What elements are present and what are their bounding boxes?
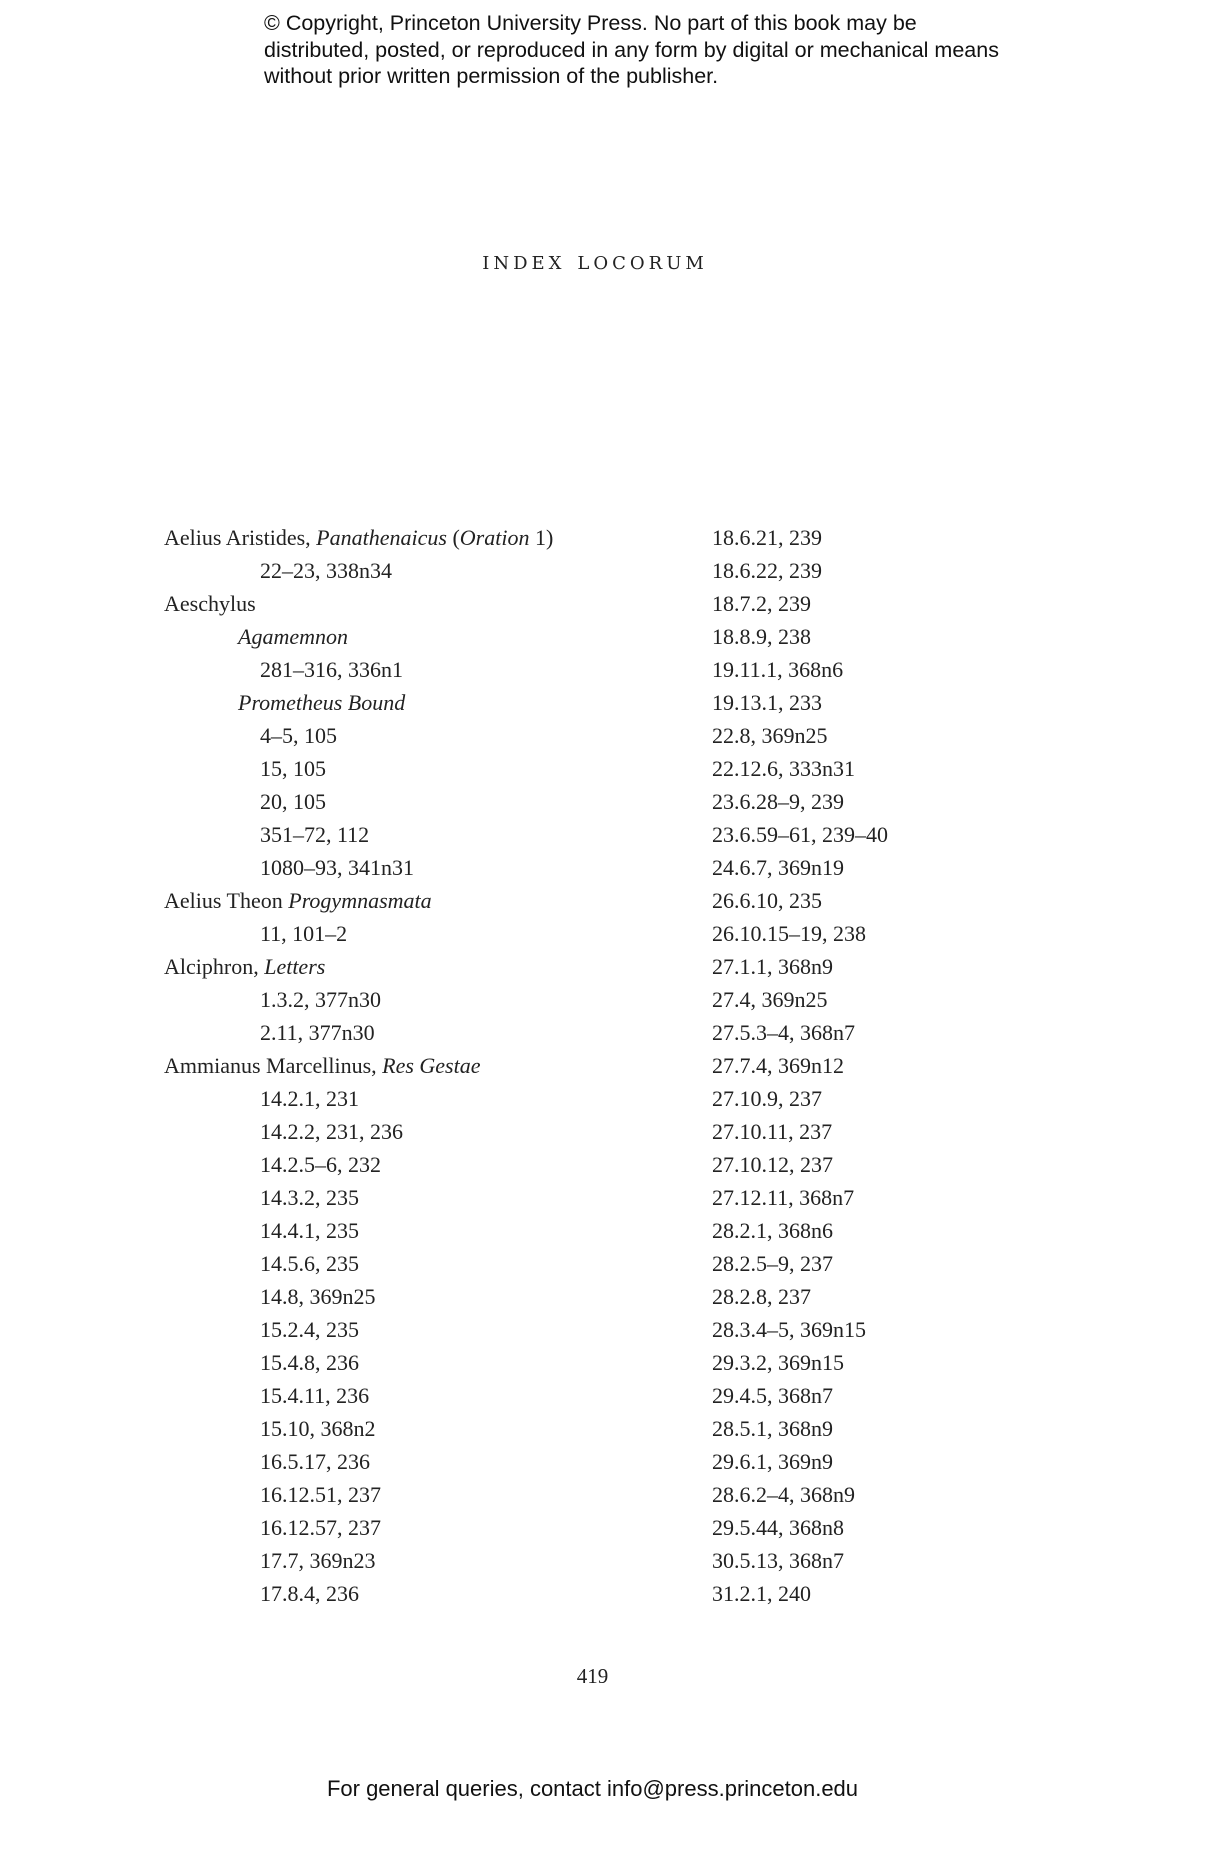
index-author-heading — [164, 521, 684, 554]
page-number: 419 — [576, 1664, 609, 1688]
index-citation-entry — [712, 1379, 1132, 1412]
index-citation-entry — [712, 752, 1132, 785]
entry-text: 27.1.1, 368n9 — [712, 954, 833, 979]
entry-text: ( — [446, 525, 460, 550]
entry-text: 17.8.4, 236 — [260, 1581, 359, 1606]
entry-text: 28.2.1, 368n6 — [712, 1218, 833, 1243]
index-citation-entry — [164, 719, 684, 752]
index-work-title — [164, 686, 684, 719]
entry-text: 17.7, 369n23 — [260, 1548, 376, 1573]
entry-text: 30.5.13, 368n7 — [712, 1548, 844, 1573]
index-author-heading — [164, 1049, 684, 1082]
entry-text: 22.12.6, 333n31 — [712, 756, 855, 781]
index-citation-entry — [712, 851, 1132, 884]
index-citation-entry — [712, 587, 1132, 620]
entry-text: 28.6.2–4, 368n9 — [712, 1482, 855, 1507]
entry-text: 14.5.6, 235 — [260, 1251, 359, 1276]
entry-text: 20, 105 — [260, 789, 326, 814]
index-citation-entry — [164, 1115, 684, 1148]
index-citation-entry — [164, 1445, 684, 1478]
entry-text: 2.11, 377n30 — [260, 1020, 375, 1045]
index-citation-entry — [712, 917, 1132, 950]
index-citation-entry — [164, 1379, 684, 1412]
index-citation-entry — [712, 1280, 1132, 1313]
entry-text: 15.10, 368n2 — [260, 1416, 376, 1441]
entry-text: 27.12.11, 368n7 — [712, 1185, 855, 1210]
entry-text: Aelius Theon — [164, 888, 289, 913]
entry-text: Ammianus Marcellinus, — [164, 1053, 383, 1078]
index-citation-entry — [164, 785, 684, 818]
index-citation-entry — [712, 1445, 1132, 1478]
index-citation-entry — [712, 1016, 1132, 1049]
entry-text: 29.6.1, 369n9 — [712, 1449, 833, 1474]
entry-text: 26.10.15–19, 238 — [712, 921, 866, 946]
index-citation-entry — [164, 653, 684, 686]
entry-text: Progymnasmata — [288, 888, 432, 913]
index-citation-entry — [164, 917, 684, 950]
index-author-heading — [164, 950, 684, 983]
index-citation-entry — [712, 1181, 1132, 1214]
index-citation-entry — [712, 521, 1132, 554]
index-citation-entry — [164, 851, 684, 884]
entry-text: 15, 105 — [260, 756, 326, 781]
index-column-right — [712, 521, 1132, 1610]
entry-text: 24.6.7, 369n19 — [712, 855, 844, 880]
entry-text: 29.4.5, 368n7 — [712, 1383, 833, 1408]
entry-text: 18.8.9, 238 — [712, 624, 811, 649]
index-citation-entry — [712, 719, 1132, 752]
index-citation-entry — [712, 653, 1132, 686]
entry-text: 28.2.5–9, 237 — [712, 1251, 833, 1276]
entry-text: Panathenaicus — [316, 525, 447, 550]
entry-text: 27.10.12, 237 — [712, 1152, 833, 1177]
entry-text: 15.4.11, 236 — [260, 1383, 370, 1408]
entry-text: 15.4.8, 236 — [260, 1350, 359, 1375]
entry-text: 27.4, 369n25 — [712, 987, 828, 1012]
entry-text: 14.8, 369n25 — [260, 1284, 376, 1309]
entry-text: 14.4.1, 235 — [260, 1218, 359, 1243]
index-citation-entry — [164, 1577, 684, 1610]
entry-text: 29.3.2, 369n15 — [712, 1350, 844, 1375]
contact-footer: For general queries, contact info@press.princeton.edu — [326, 1776, 859, 1801]
index-citation-entry — [712, 1544, 1132, 1577]
entry-text: 28.3.4–5, 369n15 — [712, 1317, 866, 1342]
entry-text: 27.5.3–4, 368n7 — [712, 1020, 855, 1045]
index-column-left — [164, 521, 684, 1610]
entry-text: 22.8, 369n25 — [712, 723, 828, 748]
index-citation-entry — [164, 983, 684, 1016]
entry-text: 1.3.2, 377n30 — [260, 987, 381, 1012]
index-author-heading — [164, 587, 684, 620]
entry-text: 4–5, 105 — [260, 723, 337, 748]
index-citation-entry — [164, 752, 684, 785]
index-citation-entry — [712, 1247, 1132, 1280]
index-citation-entry — [164, 1148, 684, 1181]
index-citation-entry — [164, 1016, 684, 1049]
entry-text: 14.2.5–6, 232 — [260, 1152, 381, 1177]
index-citation-entry — [164, 1544, 684, 1577]
entry-text: 26.6.10, 235 — [712, 888, 822, 913]
index-citation-entry — [712, 1049, 1132, 1082]
copyright-notice: © Copyright, Princeton University Press. No part of this book may be distributed, posted, or reproduced in any form by digital or mechanical means without prior written permission of the publisher. — [264, 11, 999, 88]
entry-text: 28.2.8, 237 — [712, 1284, 811, 1309]
index-citation-entry — [164, 1181, 684, 1214]
page-title: index locorum — [482, 246, 708, 275]
index-citation-entry — [712, 884, 1132, 917]
entry-text: Agamemnon — [238, 624, 348, 649]
entry-text: 351–72, 112 — [260, 822, 370, 847]
index-citation-entry — [712, 1577, 1132, 1610]
index-author-heading — [164, 884, 684, 917]
entry-text: Aelius Aristides, — [164, 525, 317, 550]
entry-text: 31.2.1, 240 — [712, 1581, 811, 1606]
entry-text: Alciphron, — [164, 954, 265, 979]
index-citation-entry — [712, 1214, 1132, 1247]
entry-text: 16.5.17, 236 — [260, 1449, 370, 1474]
entry-text: 16.12.51, 237 — [260, 1482, 381, 1507]
entry-text: 11, 101–2 — [260, 921, 348, 946]
entry-text: 27.7.4, 369n12 — [712, 1053, 844, 1078]
entry-text: 14.2.1, 231 — [260, 1086, 359, 1111]
index-citation-entry — [712, 1412, 1132, 1445]
index-citation-entry — [712, 686, 1132, 719]
entry-text: 1) — [529, 525, 554, 550]
index-citation-entry — [712, 1082, 1132, 1115]
index-citation-entry — [164, 1280, 684, 1313]
index-citation-entry — [164, 1313, 684, 1346]
index-citation-entry — [712, 983, 1132, 1016]
entry-text: 28.5.1, 368n9 — [712, 1416, 833, 1441]
index-citation-entry — [164, 1214, 684, 1247]
index-citation-entry — [712, 1313, 1132, 1346]
entry-text: 18.7.2, 239 — [712, 591, 811, 616]
entry-text: 29.5.44, 368n8 — [712, 1515, 844, 1540]
entry-text: 19.11.1, 368n6 — [712, 657, 844, 682]
entry-text: 23.6.59–61, 239–40 — [712, 822, 888, 847]
index-citation-entry — [164, 1247, 684, 1280]
index-citation-entry — [164, 1478, 684, 1511]
index-citation-entry — [164, 554, 684, 587]
entry-text: 22–23, 338n34 — [260, 558, 392, 583]
entry-text: Prometheus Bound — [238, 690, 406, 715]
index-citation-entry — [712, 1346, 1132, 1379]
index-citation-entry — [712, 950, 1132, 983]
index-citation-entry — [164, 1082, 684, 1115]
entry-text: 27.10.9, 237 — [712, 1086, 822, 1111]
index-citation-entry — [712, 818, 1132, 851]
entry-text: Oration — [459, 525, 530, 550]
index-citation-entry — [712, 1478, 1132, 1511]
index-citation-entry — [164, 1412, 684, 1445]
index-citation-entry — [712, 620, 1132, 653]
entry-text: 1080–93, 341n31 — [260, 855, 414, 880]
entry-text: 16.12.57, 237 — [260, 1515, 381, 1540]
index-citation-entry — [712, 1511, 1132, 1544]
index-citation-entry — [164, 1346, 684, 1379]
index-citation-entry — [164, 818, 684, 851]
index-work-title — [164, 620, 684, 653]
entry-text: 15.2.4, 235 — [260, 1317, 359, 1342]
entry-text: 18.6.21, 239 — [712, 525, 822, 550]
entry-text: 14.2.2, 231, 236 — [260, 1119, 403, 1144]
index-citation-entry — [712, 785, 1132, 818]
index-citation-entry — [712, 1148, 1132, 1181]
index-citation-entry — [712, 1115, 1132, 1148]
entry-text: 14.3.2, 235 — [260, 1185, 359, 1210]
entry-text: Aeschylus — [164, 591, 256, 616]
entry-text: 18.6.22, 239 — [712, 558, 822, 583]
index-citation-entry — [164, 1511, 684, 1544]
entry-text: Letters — [264, 954, 326, 979]
entry-text: Res Gestae — [382, 1053, 481, 1078]
entry-text: 27.10.11, 237 — [712, 1119, 833, 1144]
entry-text: 23.6.28–9, 239 — [712, 789, 844, 814]
entry-text: 19.13.1, 233 — [712, 690, 822, 715]
entry-text: 281–316, 336n1 — [260, 657, 403, 682]
index-citation-entry — [712, 554, 1132, 587]
